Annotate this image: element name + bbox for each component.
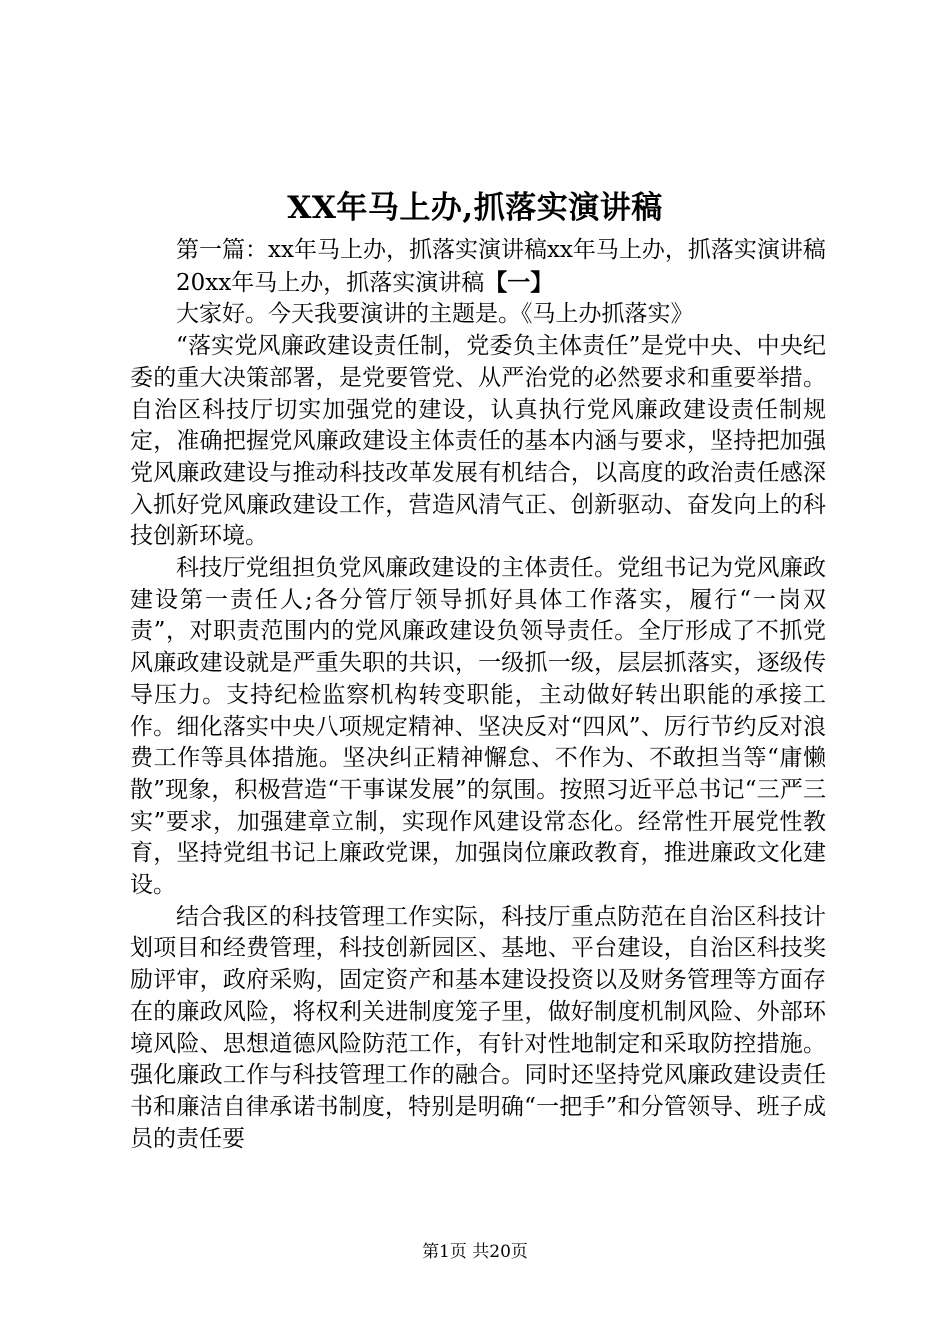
document-body <box>130 235 826 1155</box>
paragraph-1: 第一篇：xx年马上办，抓落实演讲稿xx年马上办，抓落实演讲稿 <box>176 237 826 263</box>
document-title: XX年马上办,抓落实演讲稿 <box>287 190 663 226</box>
subheading-bracket: 【一】 <box>484 268 554 296</box>
page-number-footer: 第1页 共20页 <box>422 1242 528 1262</box>
paragraph-2 <box>130 267 826 300</box>
paragraph-4: “落实党风廉政建设责任制，党委负主体责任”是党中央、中央纪委的重大决策部署，是党要管党、从严治党的必然要求和重要举措。自治区科技厅切实加强党的建设，认真执行党风廉政建设责任制规定，准确把握党风廉政建设主体责任的基本内涵与要求，坚持把加强党风廉政建设与推动科技改革发展有机结合，以高度的政治责任感深入抓好党风廉政建设工作，营造风清气正、创新驱动、奋发向上的科技创新环境。 <box>130 333 826 550</box>
paragraph-3: 大家好。今天我要演讲的主题是。《马上办抓落实》 <box>176 301 694 328</box>
subheading-text: 20xx年马上办，抓落实演讲稿 <box>176 269 485 296</box>
paragraph-6: 结合我区的科技管理工作实际，科技厅重点防范在自治区科技计划项目和经费管理，科技创新园区、基地、平台建设，自治区科技奖励评审，政府采购，固定资产和基本建设投资以及财务管理等方面存在的廉政风险，将权利关进制度笼子里，做好制度机制风险、外部环境风险、思想道德风险防范工作，有针对性地制定和采取防控措施。强化廉政工作与科技管理工作的融合。同时还坚持党风廉政建设责任书和廉洁自律承诺书制度，特别是明确“一把手”和分管领导、班子成员的责任要 <box>130 903 826 1152</box>
paragraph-5: 科技厅党组担负党风廉政建设的主体责任。党组书记为党风廉政建设第一责任人;各分管厅领导抓好具体工作落实，履行“一岗双责”，对职责范围内的党风廉政建设负领导责任。全厅形成了不抓党风廉政建设就是严重失职的共识，一级抓一级，层层抓落实，逐级传导压力。支持纪检监察机构转变职能，主动做好转出职能的承接工作。细化落实中央八项规定精神、坚决反对“四风”、厉行节约反对浪费工作等具体措施。坚决纠正精神懈怠、不作为、不敢担当等“庸懒散”现象，积极营造“干事谋发展”的氛围。按照习近平总书记“三严三实”要求，加强建章立制，实现作风建设常态化。经常性开展党性教育，坚持党组书记上廉政党课，加强岗位廉政教育，推进廉政文化建设。 <box>130 555 826 899</box>
